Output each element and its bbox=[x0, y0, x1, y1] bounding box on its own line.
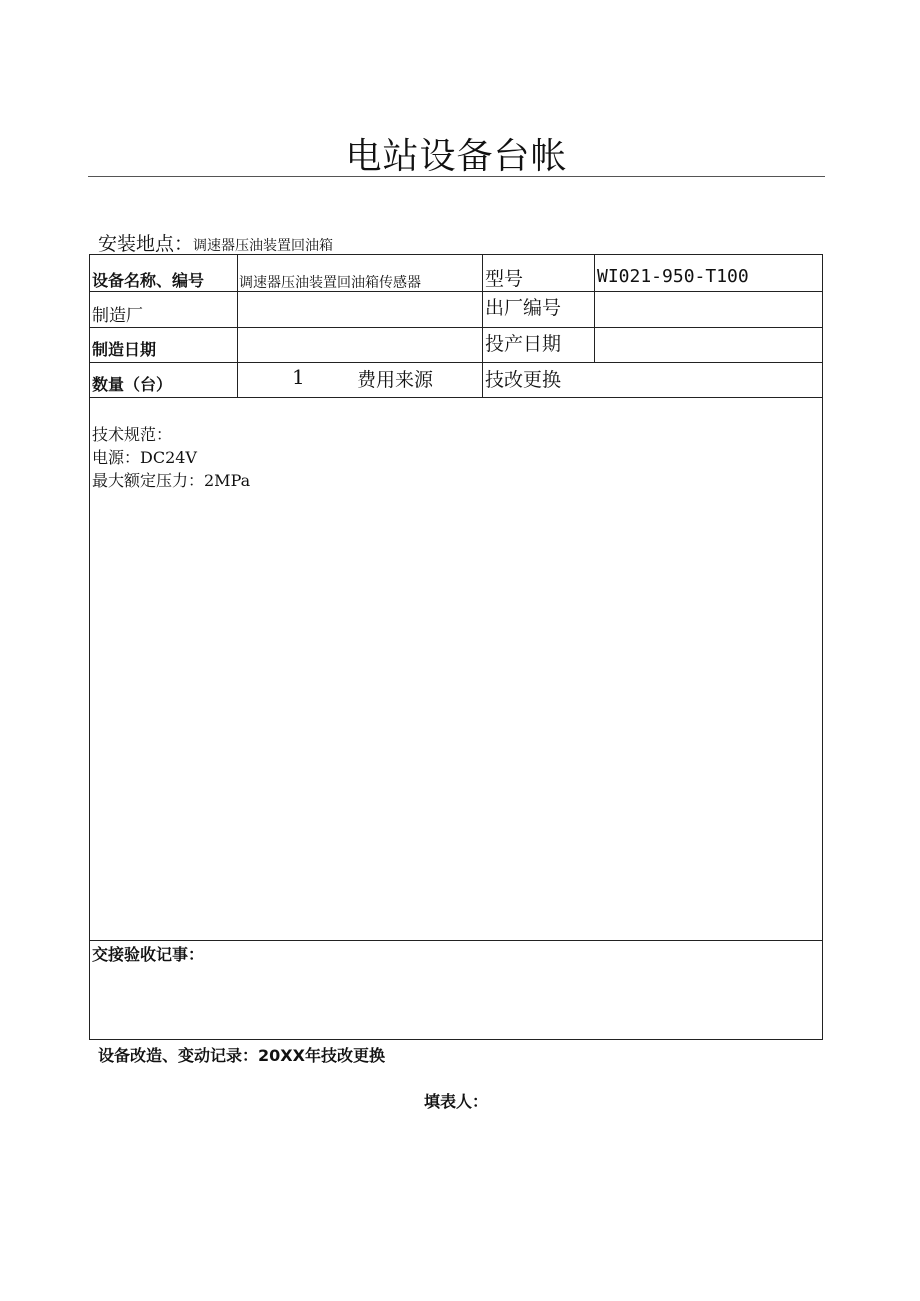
modification-record: 设备改造、变动记录：20XX年技改更换 bbox=[98, 1046, 385, 1065]
row-divider bbox=[90, 327, 822, 328]
manufacture-date-label: 制造日期 bbox=[92, 340, 157, 359]
row-divider bbox=[90, 940, 822, 941]
column-divider bbox=[594, 255, 595, 362]
commission-date-label: 投产日期 bbox=[485, 333, 562, 355]
manufacturer-label: 制造厂 bbox=[92, 306, 143, 326]
funding-source-value: 技改更换 bbox=[485, 369, 562, 391]
quantity-label: 数量（台） bbox=[92, 375, 173, 394]
column-divider bbox=[482, 255, 483, 397]
spec-max-pressure: 最大额定压力：2MPa bbox=[92, 471, 251, 490]
row-divider bbox=[90, 397, 822, 398]
row-divider bbox=[90, 291, 822, 292]
row-divider bbox=[90, 362, 822, 363]
model-value: WI021-950-T100 bbox=[597, 266, 749, 287]
model-label: 型号 bbox=[485, 268, 524, 290]
equipment-ledger-table bbox=[89, 254, 823, 1040]
column-divider bbox=[237, 255, 238, 397]
quantity-value: 1 bbox=[292, 365, 305, 389]
specs-heading: 技术规范： bbox=[92, 425, 173, 444]
equipment-name-label: 设备名称、编号 bbox=[92, 271, 205, 290]
funding-source-label: 费用来源 bbox=[357, 369, 434, 391]
title-divider bbox=[88, 176, 825, 177]
install-location-label: 安装地点： bbox=[98, 233, 194, 255]
serial-number-label: 出厂编号 bbox=[485, 297, 562, 319]
install-location-value: 调速器压油装置回油箱 bbox=[193, 238, 334, 254]
handover-acceptance-label: 交接验收记事： bbox=[92, 945, 205, 964]
equipment-name-value: 调速器压油装置回油箱传感器 bbox=[239, 275, 421, 291]
filled-by-label: 填表人： bbox=[424, 1092, 489, 1111]
spec-power: 电源：DC24V bbox=[92, 448, 197, 467]
page-title: 电站设备台帐 bbox=[345, 136, 568, 177]
install-location bbox=[98, 229, 333, 256]
technical-specifications bbox=[92, 423, 250, 492]
